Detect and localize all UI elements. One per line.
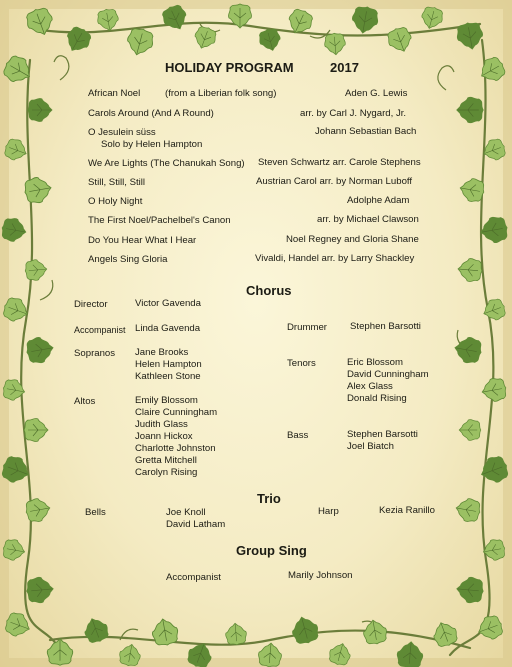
- piece-title: Angels Sing Gloria: [88, 254, 168, 265]
- singer-name: Judith Glass: [135, 419, 188, 430]
- bells-label: Bells: [85, 507, 106, 518]
- singer-name: Jane Brooks: [135, 347, 189, 358]
- singer-name: Helen Hampton: [135, 359, 202, 370]
- singer-name: Stephen Barsotti: [347, 429, 418, 440]
- singer-name: Gretta Mitchell: [135, 455, 197, 466]
- piece-credit: Johann Sebastian Bach: [315, 126, 417, 137]
- group-accompanist-name: Marily Johnson: [288, 570, 353, 581]
- piece-title: O Holy Night: [88, 196, 143, 207]
- sopranos-list: [135, 347, 202, 383]
- drummer-label: Drummer: [287, 322, 327, 333]
- harp-label: Harp: [318, 506, 339, 517]
- program-year: 2017: [330, 60, 359, 75]
- group-sing-heading: Group Sing: [236, 543, 307, 558]
- piece-title: The First Noel/Pachelbel's Canon: [88, 215, 231, 226]
- piece-title: Still, Still, Still: [88, 177, 146, 188]
- accompanist-name: Linda Gavenda: [135, 323, 201, 334]
- player-name: Joe Knoll: [166, 507, 206, 518]
- singer-name: Joann Hickox: [135, 431, 193, 442]
- accompanist-label: Accompanist: [74, 325, 126, 335]
- piece-title: Carols Around (And A Round): [88, 108, 214, 119]
- bells-list: [166, 507, 225, 531]
- altos-list: [135, 395, 217, 479]
- harp-name: Kezia Ranillo: [379, 505, 435, 516]
- group-accompanist-label: Accompanist: [166, 572, 221, 583]
- singer-name: Kathleen Stone: [135, 371, 201, 382]
- singer-name: Alex Glass: [347, 381, 393, 392]
- singer-name: Emily Blossom: [135, 395, 198, 406]
- singer-name: David Cunningham: [347, 369, 429, 380]
- tenors-label: Tenors: [287, 358, 316, 369]
- sopranos-label: Sopranos: [74, 348, 116, 359]
- singer-name: Donald Rising: [347, 393, 407, 404]
- singer-name: Claire Cunningham: [135, 407, 218, 418]
- tenors-list: [347, 357, 429, 405]
- piece-title: Do You Hear What I Hear: [88, 235, 197, 246]
- singer-name: Joel Biatch: [347, 441, 394, 452]
- chorus-heading: Chorus: [246, 283, 292, 298]
- director-label: Director: [74, 299, 108, 310]
- piece-credit: arr. by Michael Clawson: [317, 214, 419, 225]
- singer-name: Charlotte Johnston: [135, 443, 216, 454]
- piece-note: (from a Liberian folk song): [165, 88, 277, 99]
- bass-list: [347, 429, 418, 453]
- piece-credit: Austrian Carol arr. by Norman Luboff: [256, 176, 413, 187]
- piece-credit: arr. by Carl J. Nygard, Jr.: [300, 108, 407, 119]
- trio-heading: Trio: [257, 491, 281, 506]
- director-name: Victor Gavenda: [135, 298, 201, 309]
- bass-label: Bass: [287, 430, 309, 441]
- singer-name: Carolyn Rising: [135, 467, 198, 478]
- piece-title: African Noel: [88, 88, 141, 99]
- piece-title: We Are Lights (The Chanukah Song): [88, 158, 245, 169]
- piece-credit: Steven Schwartz arr. Carole Stephens: [258, 157, 421, 168]
- piece-credit: Noel Regney and Gloria Shane: [286, 234, 419, 245]
- drummer-name: Stephen Barsotti: [350, 321, 421, 332]
- player-name: David Latham: [166, 519, 226, 530]
- piece-title: O Jesulein süss: [88, 127, 156, 138]
- piece-soloist: Solo by Helen Hampton: [101, 139, 203, 150]
- singer-name: Eric Blossom: [347, 357, 403, 368]
- program-title: HOLIDAY PROGRAM: [165, 60, 294, 75]
- altos-label: Altos: [74, 396, 96, 407]
- piece-credit: Adolphe Adam: [347, 195, 410, 206]
- piece-credit: Aden G. Lewis: [345, 88, 408, 99]
- piece-credit: Vivaldi, Handel arr. by Larry Shackley: [255, 253, 415, 264]
